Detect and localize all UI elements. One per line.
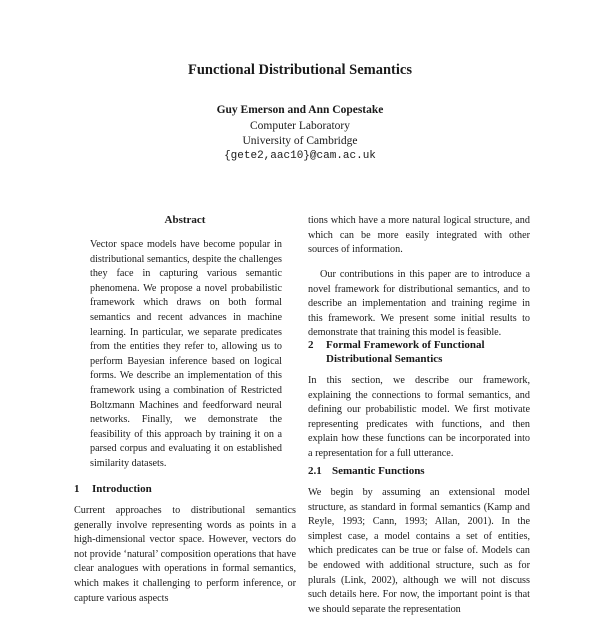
section-title: Introduction <box>92 483 152 495</box>
section-2-heading <box>308 338 530 366</box>
section-number: 1 <box>74 483 80 495</box>
abstract-heading: Abstract <box>164 214 206 226</box>
author-email: {gete2,aac10}@cam.ac.uk <box>224 150 376 162</box>
section-1-text: Current approaches to distributional semantics generally involve representing words as points in a high-dimensional vector space. However, vectors do not provide ‘natural’ composition operations that have clear analogues with operations in formal semantics, which makes it challenging to perform inference, or capture various aspects <box>74 505 296 604</box>
subsection-title: Semantic Functions <box>332 465 425 477</box>
section-2-1-text: We begin by assuming an extensional model structure, as standard in formal semantics (Kamp and Reyle, 1993; Cann, 1993; Allan, 2001). In the simplest case, a model contains a set of entities, which predicates can be true or false of. Models can be endowed with additional structure, such as for plurals (Link, 2002), although we will not discuss such details here. For now, the important point is that we should separate the representation <box>308 487 530 615</box>
abstract-text: Vector space models have become popular in distributional semantics, despite the challenges they face in capturing various semantic phenomena. We propose a novel probabilistic framework which draws on both formal semantics and recent advances in machine learning. In particular, we separate predicates from the entities they refer to, allowing us to perform Bayesian inference based on logical forms. We describe an implementation of this framework using a combination of Restricted Boltzmann Machines and feedforward neural networks. Finally, we demonstrate the feasibility of this approach by training it on a parsed corpus and evaluating it on established similarity datasets. <box>90 239 282 469</box>
intro-continuation-text: tions which have a more natural logical structure, and which can be more easily integrated with other sources of information. <box>308 215 530 256</box>
author-names: Guy Emerson and Ann Copestake <box>216 104 384 116</box>
section-2-text: In this section, we describe our framework, explaining the connections to formal semantics, and defining our probabilistic model. We first motivate representing predicates with functions, and then explain how these functions can be incorporated into a representation for a full utterance. <box>308 375 530 459</box>
subsection-number: 2.1 <box>308 465 322 477</box>
affiliation-university: University of Cambridge <box>242 135 358 147</box>
section-2-1-heading <box>308 464 530 478</box>
section-title-line-1: Formal Framework of Functional <box>326 339 485 351</box>
section-number: 2 <box>308 339 314 351</box>
section-1-heading <box>74 482 296 496</box>
affiliation-department: Computer Laboratory <box>250 120 350 132</box>
section-title-line-2: Distributional Semantics <box>326 353 443 365</box>
paper-title: Functional Distributional Semantics <box>188 62 412 78</box>
contributions-paragraph: Our contributions in this paper are to introduce a novel framework for distributional semantics, and to describe an implementation and training regime in this framework. We present some initial results to demonstrate that training this model is feasible. <box>308 269 530 339</box>
